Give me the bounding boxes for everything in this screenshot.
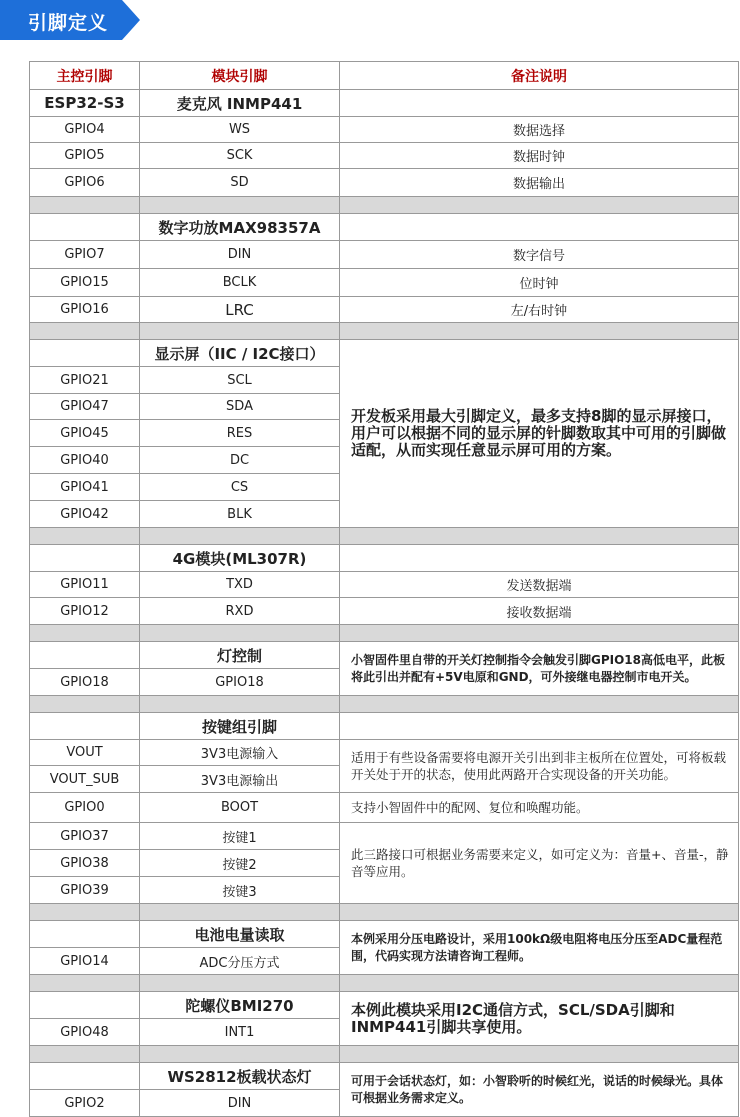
section-banner xyxy=(0,0,138,40)
table-row: GPIO0 BOOT 支持小智固件中的配网、复位和唤醒功能。 xyxy=(30,793,739,823)
pin-definition-table xyxy=(29,61,739,1117)
section-row-battery xyxy=(30,921,739,948)
table-row: GPIO6 SD 数据输出 xyxy=(30,169,739,197)
separator-row xyxy=(30,696,739,713)
table-row: GPIO4 WS 数据选择 xyxy=(30,117,739,143)
module-title-mic: 麦克风 INMP441 xyxy=(140,90,340,117)
table-row: GPIO14 ADC分压方式 xyxy=(30,948,739,975)
gyro-note: 本例此模块采用I2C通信方式，SCL/SDA引脚和INMP441引脚共享使用。 xyxy=(340,992,739,1046)
section-row-mic xyxy=(30,90,739,117)
table-row: GPIO18 GPIO18 xyxy=(30,669,739,696)
header-module-pin: 模块引脚 xyxy=(140,62,340,90)
module-title-battery: 电池电量读取 xyxy=(140,921,340,948)
table-row: GPIO48 INT1 xyxy=(30,1019,739,1046)
module-title-ws2812: WS2812板载状态灯 xyxy=(140,1063,340,1090)
table-row: GPIO11 TXD 发送数据端 xyxy=(30,572,739,598)
table-row: GPIO38 按键2 xyxy=(30,850,739,877)
section-row-gyro xyxy=(30,992,739,1019)
section-row-ws2812 xyxy=(30,1063,739,1090)
section-row-display xyxy=(30,340,739,367)
boot-note: 支持小智固件中的配网、复位和唤醒功能。 xyxy=(340,793,739,823)
table-row: GPIO42 BLK xyxy=(30,501,739,528)
module-title-gyro: 陀螺仪BMI270 xyxy=(140,992,340,1019)
table-row: GPIO7 DIN 数字信号 xyxy=(30,241,739,269)
section-row-keys xyxy=(30,713,739,740)
table-row: GPIO21 SCL xyxy=(30,367,739,394)
table-row: GPIO47 SDA xyxy=(30,394,739,420)
table-header-row xyxy=(30,62,739,90)
header-main-pin: 主控引脚 xyxy=(30,62,140,90)
banner-title: 引脚定义 xyxy=(28,12,109,34)
separator-row xyxy=(30,197,739,214)
table-row: GPIO41 CS xyxy=(30,474,739,501)
separator-row xyxy=(30,528,739,545)
header-note: 备注说明 xyxy=(340,62,739,90)
section-row-4g xyxy=(30,545,739,572)
separator-row xyxy=(30,625,739,642)
light-note: 小智固件里自带的开关灯控制指令会触发引脚GPIO18高低电平，此板将此引出并配有+5V电原和GND，可外接继电器控制市电开关。 xyxy=(340,642,739,696)
module-title-display: 显示屏（IIC / I2C接口） xyxy=(140,340,340,367)
table-row: GPIO5 SCK 数据时钟 xyxy=(30,143,739,169)
table-row: GPIO39 按键3 xyxy=(30,877,739,904)
module-title-4g: 4G模块(ML307R) xyxy=(140,545,340,572)
buttons-note: 此三路接口可根据业务需要来定义，如可定义为：音量+、音量-，静音等应用。 xyxy=(340,823,739,904)
table-row: GPIO40 DC xyxy=(30,447,739,474)
table-row: VOUT 3V3电源输入 适用于有些设备需要将电源开关引出到非主板所在位置处，可将板载开关处于开的状态，使用此两路开合实现设备的开关功能。 xyxy=(30,740,739,766)
section-row-amp xyxy=(30,214,739,241)
ws2812-note: 可用于会话状态灯，如：小智聆听的时候红光，说话的时候绿光。具体可根据业务需求定义。 xyxy=(340,1063,739,1117)
display-note: 开发板采用最大引脚定义，最多支持8脚的显示屏接口，用户可以根据不同的显示屏的针脚数取其中可用的引脚做适配，从而实现任意显示屏可用的方案。 xyxy=(340,340,739,528)
module-title-light: 灯控制 xyxy=(140,642,340,669)
table-row: GPIO2 DIN xyxy=(30,1090,739,1117)
table-row: GPIO16 LRC 左/右时钟 xyxy=(30,297,739,323)
section-row-light xyxy=(30,642,739,669)
separator-row xyxy=(30,323,739,340)
mcu-name: ESP32-S3 xyxy=(30,90,140,117)
separator-row xyxy=(30,1046,739,1063)
table-row: GPIO12 RXD 接收数据端 xyxy=(30,598,739,625)
table-row: GPIO45 RES xyxy=(30,420,739,447)
table-row: VOUT_SUB 3V3电源输出 xyxy=(30,766,739,793)
separator-row xyxy=(30,975,739,992)
module-title-keys: 按键组引脚 xyxy=(140,713,340,740)
table-row: GPIO15 BCLK 位时钟 xyxy=(30,269,739,297)
battery-note: 本例采用分压电路设计，采用100kΩ级电阻将电压分压至ADC量程范围，代码实现方法请咨询工程师。 xyxy=(340,921,739,975)
separator-row xyxy=(30,904,739,921)
table-row: GPIO37 按键1 此三路接口可根据业务需要来定义，如可定义为：音量+、音量-，静音等应用。 xyxy=(30,823,739,850)
power-note: 适用于有些设备需要将电源开关引出到非主板所在位置处，可将板载开关处于开的状态，使用此两路开合实现设备的开关功能。 xyxy=(340,740,739,793)
module-title-amp: 数字功放MAX98357A xyxy=(140,214,340,241)
